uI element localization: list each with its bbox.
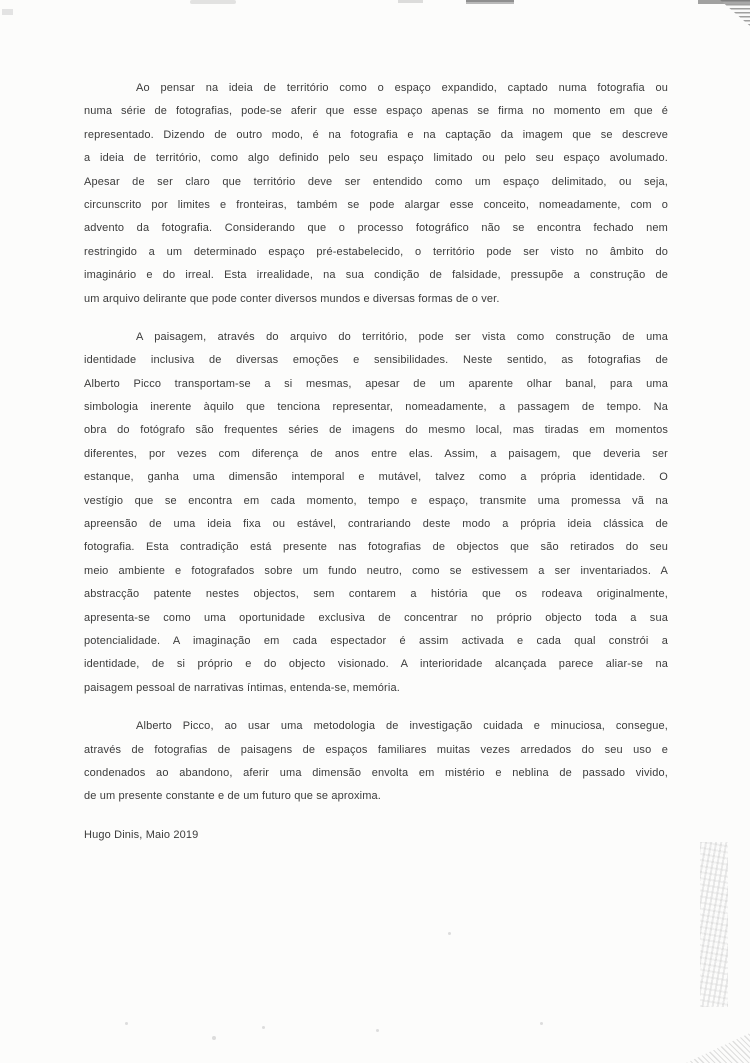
signature-line: Hugo Dinis, Maio 2019 [84, 828, 199, 841]
scan-speck [125, 1022, 128, 1025]
text-line: Alberto Picco, ao usar uma metodologia de investigação cuidada e minuciosa, consegue, [136, 720, 668, 733]
text-line: circunscrito por limites e fronteiras, também se pode alargar esse conceito, nomeadamente, com o [84, 198, 668, 211]
text-line: Alberto Picco transportam-se a si mesmas, apesar de um aparente olhar banal, para uma [84, 377, 668, 390]
document-text-block [84, 77, 668, 847]
text-line: de um presente constante e de um futuro que se aproxima. [84, 790, 382, 803]
text-line: abstracção patente nestes objectos, sem contarem a história que os rodeava originalmente, [84, 588, 668, 601]
text-line: representado. Dizendo de outro modo, é na fotografia e na captação da imagem que se descreve [84, 128, 668, 141]
text-line: Apesar de ser claro que território deve ser entendido como um espaço delimitado, ou seja, [84, 175, 668, 188]
scan-dash-top-dark [466, 0, 514, 6]
paragraph-landscape-identity [84, 326, 668, 700]
scan-speck [212, 1036, 216, 1040]
text-line: imaginário e do irreal. Esta irrealidade, na sua condição de falsidade, pressupõe a construção de [84, 269, 668, 282]
text-line: a ideia de território, como algo definido pelo seu espaço limitado ou pelo seu espaço avolumado. [84, 152, 668, 165]
scan-corner-hatch-top-right [716, 0, 750, 26]
text-line: simbologia inerente àquilo que tenciona representar, nomeadamente, a passagem de tempo. Na [84, 401, 668, 414]
text-line: A paisagem, através do arquivo do território, pode ser vista como construção de uma [136, 330, 668, 343]
scan-speck [376, 1029, 379, 1032]
text-line: através de fotografias de paisagens de espaços familiares muitas vezes arredados do seu uso e [84, 743, 668, 756]
text-line: um arquivo delirante que pode conter diversos mundos e diversas formas de o ver. [84, 292, 500, 305]
scan-speck-top-left [2, 9, 13, 15]
text-line: Ao pensar na ideia de território como o espaço expandido, captado numa fotografia ou [136, 82, 668, 94]
text-line: restringido a um determinado espaço pré-estabelecido, o território pode ser visto no âmbito do [84, 245, 668, 258]
text-line: apresenta-se como uma oportunidade exclusiva de concentrar no próprio objecto toda a sua [84, 611, 668, 624]
paragraph-territory-concept [84, 77, 668, 311]
scan-speck [540, 1022, 543, 1025]
text-line: vestígio que se encontra em cada momento, tempo e espaço, transmite uma promessa vã na [84, 494, 668, 507]
text-line: estanque, ganha uma dimensão intemporal e mutável, talvez como a própria identidade. O [84, 471, 668, 484]
text-line: identidade, de si próprio e do objecto visionado. A interioridade alcançada parece aliar-se na [84, 658, 668, 671]
text-line: potencialidade. A imaginação em cada espectador é assim activada e cada qual constrói a [84, 634, 668, 647]
scan-edge-top-right [698, 0, 750, 4]
text-line: diferentes, por vezes com diferença de anos entre elas. Assim, a paisagem, que deveria ser [84, 447, 668, 460]
scan-dash-top-mid [398, 0, 423, 3]
scan-speck [448, 932, 451, 935]
text-line: paisagem pessoal de narrativas íntimas, entenda-se, memória. [84, 681, 400, 694]
text-line: numa série de fotografias, pode-se aferir que esse espaço apenas se firma no momento em que é [84, 105, 668, 118]
scan-smudge-bottom-right [686, 1033, 750, 1063]
scan-noise-band-right [700, 842, 728, 1007]
text-line: apreensão de uma ideia fixa ou estável, contrariando deste modo a própria ideia clássica de [84, 518, 668, 531]
text-line: fotografia. Esta contradição está presente nas fotografias de objectos que são retirados do seu [84, 541, 668, 554]
paragraph-methodology [84, 715, 668, 809]
text-line: identidade inclusiva de diversas emoções e sensibilidades. Neste sentido, as fotografias de [84, 354, 668, 367]
text-line: condenados ao abandono, aferir uma dimensão envolta em mistério e neblina de passado vivido, [84, 766, 668, 779]
text-line: meio ambiente e fotografados sobre um fundo neutro, como se estivessem a ser inventariados. A [84, 564, 668, 577]
scan-dash-top-left [190, 0, 236, 4]
text-line: obra do fotógrafo são frequentes séries de imagens do mesmo local, mas tiradas em momentos [84, 424, 668, 437]
text-line: advento da fotografia. Considerando que o processo fotográfico não se encontra fechado nem [84, 222, 668, 235]
scan-speck [262, 1026, 265, 1029]
